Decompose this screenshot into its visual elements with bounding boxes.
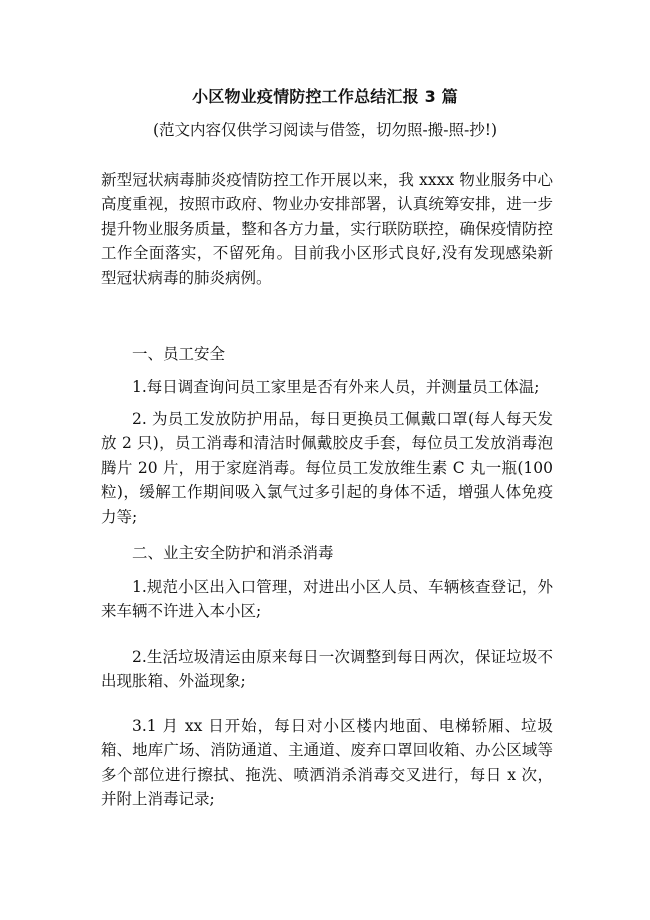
document-title: 小区物业疫情防控工作总结汇报 3 篇 bbox=[192, 87, 458, 106]
paragraph-owner-item-3: 3.1 月 xx 日开始，每日对小区楼内地面、电梯轿厢、垃圾箱、地库广场、消防通道、主通道、废弃口罩回收箱、办公区域等多个部位进行擦拭、拖洗、喷洒消杀消毒交叉进行，每日 x 次，并附上消毒记录; bbox=[101, 717, 553, 809]
paragraph-staff-item-1: 1.每日调查询问员工家里是否有外来人员，并测量员工体温; bbox=[132, 378, 540, 396]
document-subtitle: (范文内容仅供学习阅读与借签，切勿照-搬-照-抄!) bbox=[152, 121, 498, 139]
paragraph-intro: 新型冠状病毒肺炎疫情防控工作开展以来，我 xxxx 物业服务中心高度重视，按照市政府、物业办安排部署，认真统筹安排，进一步提升物业服务质量，整和各方力量，实行联防联控，确保疫情防控工作全面落实，不留死角。目前我小区形式良好,没有发现感染新型冠状病毒的肺炎病例。 bbox=[101, 171, 553, 287]
section-heading-owner-safety: 二、业主安全防护和消杀消毒 bbox=[132, 544, 334, 562]
paragraph-owner-item-2: 2.生活垃圾清运由原来每日一次调整到每日两次，保证垃圾不出现胀箱、外溢现象; bbox=[101, 648, 553, 691]
paragraph-owner-item-1: 1.规范小区出入口管理，对进出小区人员、车辆核查登记，外来车辆不许进入本小区; bbox=[101, 578, 553, 621]
section-heading-staff-safety: 一、员工安全 bbox=[132, 345, 226, 363]
paragraph-staff-item-2: 2. 为员工发放防护用品，每日更换员工佩戴口罩(每人每天发放 2 只)，员工消毒和清洁时佩戴胶皮手套，每位员工发放消毒泡腾片 20 片，用于家庭消毒。每位员工发放维生素 C 丸一瓶(100 粒)，缓解工作期间吸入氯气过多引起的身体不适，增强人体免疫力等; bbox=[101, 410, 553, 526]
